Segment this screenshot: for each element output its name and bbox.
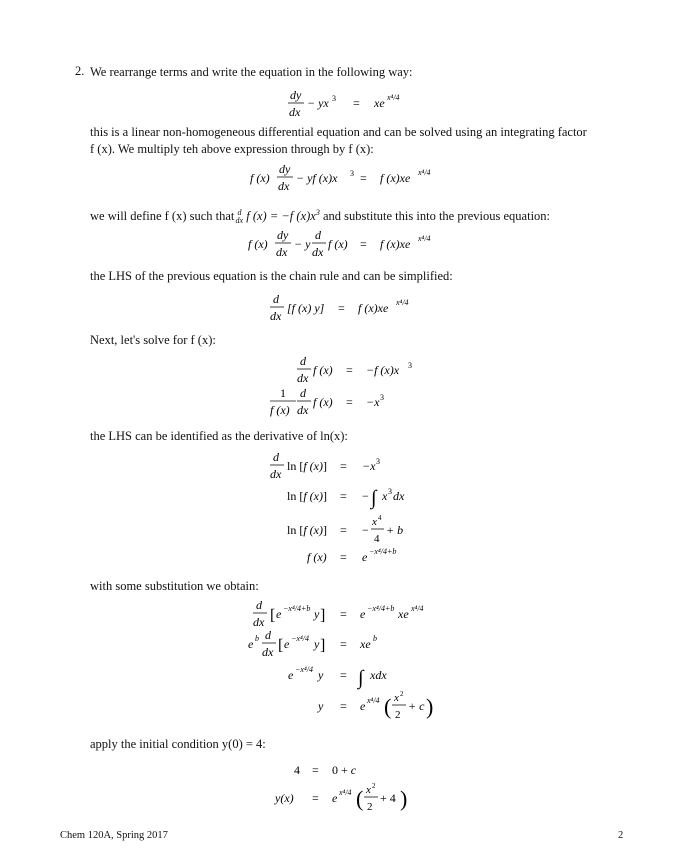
svg-text:3: 3 bbox=[376, 457, 380, 466]
svg-text:d: d bbox=[315, 228, 321, 242]
svg-text:d: d bbox=[300, 354, 306, 368]
svg-text:+ 4: + 4 bbox=[380, 791, 396, 805]
svg-text:e: e bbox=[284, 637, 290, 651]
svg-text:dx: dx bbox=[270, 467, 282, 481]
svg-text:y: y bbox=[314, 637, 320, 651]
paragraph-intro: We rearrange terms and write the equation in the following way: bbox=[90, 65, 413, 79]
svg-text:dy: dy bbox=[290, 88, 302, 102]
svg-text:dx: dx bbox=[312, 245, 324, 259]
svg-text:=: = bbox=[340, 459, 347, 473]
svg-text:3: 3 bbox=[380, 393, 384, 402]
footer-page-number: 2 bbox=[618, 830, 624, 841]
svg-text:xe: xe bbox=[360, 637, 371, 651]
svg-text:dx: dx bbox=[262, 645, 274, 659]
svg-text:]: ] bbox=[320, 607, 326, 624]
equation-7 bbox=[248, 596, 448, 726]
svg-text:=: = bbox=[340, 668, 347, 682]
svg-text:=: = bbox=[312, 791, 319, 805]
define-math: $^d_{dx}$ f (x) = −f $(x)x^3$ bbox=[235, 208, 320, 226]
svg-text:xe: xe bbox=[374, 96, 385, 110]
paragraph-chain-rule: the LHS of the previous equation is the chain rule and can be simplified: bbox=[90, 269, 453, 283]
svg-text:3: 3 bbox=[408, 361, 412, 370]
svg-text:+ b: + b bbox=[386, 523, 404, 537]
paragraph-linear: this is a linear non-homogeneous differential equation and can be solved using an integrating factor bbox=[90, 125, 587, 139]
equation-4 bbox=[270, 290, 440, 326]
svg-text:e: e bbox=[288, 668, 294, 682]
svg-text:x⁴/4: x⁴/4 bbox=[367, 696, 380, 705]
svg-text:dy: dy bbox=[277, 228, 289, 242]
svg-text:=: = bbox=[346, 363, 353, 377]
svg-text:): ) bbox=[400, 786, 408, 811]
svg-text:x⁴/4: x⁴/4 bbox=[396, 298, 409, 307]
svg-text:ln [f (x)]: ln [f (x)] bbox=[287, 523, 327, 537]
svg-text:f (x): f (x) bbox=[307, 550, 327, 564]
svg-text:−x: −x bbox=[362, 459, 376, 473]
svg-text:f (x): f (x) bbox=[328, 237, 348, 251]
svg-text:e: e bbox=[248, 637, 254, 651]
svg-text:0 + c: 0 + c bbox=[332, 763, 357, 777]
svg-text:[f (x) y]: [f (x) y] bbox=[287, 301, 325, 315]
svg-text:=: = bbox=[340, 637, 347, 651]
svg-text:=: = bbox=[340, 607, 347, 621]
paragraph-multiply: f (x). We multiply teh above expression through by f (x): bbox=[90, 142, 374, 156]
svg-text:f (x): f (x) bbox=[270, 403, 290, 417]
svg-text:−f (x)x: −f (x)x bbox=[366, 363, 400, 377]
svg-text:f (x): f (x) bbox=[248, 237, 268, 251]
svg-text:b: b bbox=[255, 634, 259, 643]
svg-text:f (x)xe: f (x)xe bbox=[380, 237, 411, 251]
svg-text:x: x bbox=[382, 489, 388, 503]
equation-2 bbox=[250, 160, 450, 196]
define-text: we will define f (x) such that bbox=[90, 209, 235, 224]
svg-text:− y: − y bbox=[294, 237, 311, 251]
svg-text:−: − bbox=[362, 489, 369, 503]
svg-text:3: 3 bbox=[332, 94, 336, 103]
svg-text:dx: dx bbox=[289, 105, 301, 119]
svg-text:=: = bbox=[360, 171, 367, 185]
svg-text:dx: dx bbox=[393, 489, 405, 503]
svg-text:(: ( bbox=[384, 694, 392, 719]
svg-text:y: y bbox=[318, 668, 324, 682]
svg-text:−x⁴/4+b: −x⁴/4+b bbox=[367, 604, 395, 613]
svg-text:dx: dx bbox=[253, 615, 265, 629]
svg-text:=: = bbox=[340, 523, 347, 537]
paragraph-ln: the LHS can be identified as the derivative of ln(x): bbox=[90, 429, 348, 443]
svg-text:− yf (x)x: − yf (x)x bbox=[296, 171, 338, 185]
svg-text:∫: ∫ bbox=[358, 667, 364, 689]
svg-text:4: 4 bbox=[294, 763, 300, 777]
svg-text:dx: dx bbox=[297, 371, 309, 385]
svg-text:x⁴/4: x⁴/4 bbox=[411, 604, 424, 613]
svg-text:dy: dy bbox=[279, 162, 291, 176]
svg-text:d: d bbox=[273, 450, 279, 464]
svg-text:y(x): y(x) bbox=[275, 791, 294, 805]
svg-text:x⁴/4: x⁴/4 bbox=[418, 234, 431, 243]
paragraph-define bbox=[90, 204, 550, 226]
define-text-2: and substitute this into the previous equation: bbox=[322, 209, 551, 224]
svg-text:− yx: − yx bbox=[307, 96, 329, 110]
svg-text:−x⁴/4: −x⁴/4 bbox=[291, 634, 309, 643]
svg-text:=: = bbox=[340, 489, 347, 503]
svg-text:b: b bbox=[373, 634, 377, 643]
svg-text:1: 1 bbox=[280, 386, 286, 400]
svg-text:f (x): f (x) bbox=[313, 395, 333, 409]
svg-text:=: = bbox=[340, 699, 347, 713]
svg-text:dx: dx bbox=[278, 179, 290, 193]
equation-5 bbox=[268, 352, 428, 422]
svg-text:3: 3 bbox=[388, 487, 392, 496]
svg-text:x: x bbox=[366, 784, 371, 796]
svg-text:e: e bbox=[360, 607, 366, 621]
svg-text:xe: xe bbox=[398, 607, 409, 621]
svg-text:d: d bbox=[273, 292, 279, 306]
svg-text:x⁴/4: x⁴/4 bbox=[339, 788, 352, 797]
svg-text:4: 4 bbox=[374, 533, 380, 545]
svg-text:=: = bbox=[338, 301, 345, 315]
svg-text:2: 2 bbox=[400, 690, 404, 698]
svg-text:dx: dx bbox=[297, 403, 309, 417]
svg-text:e: e bbox=[360, 699, 366, 713]
equation-1 bbox=[280, 86, 440, 122]
svg-text:=: = bbox=[340, 550, 347, 564]
svg-text:−x⁴/4+b: −x⁴/4+b bbox=[369, 547, 397, 556]
svg-text:2: 2 bbox=[372, 782, 376, 790]
footer-course: Chem 120A, Spring 2017 bbox=[60, 830, 168, 841]
svg-text:d: d bbox=[265, 628, 271, 642]
svg-text:f (x): f (x) bbox=[250, 171, 270, 185]
svg-text:): ) bbox=[426, 694, 434, 719]
svg-text:−x: −x bbox=[366, 395, 380, 409]
svg-text:d: d bbox=[300, 386, 306, 400]
equation-3 bbox=[248, 226, 448, 262]
svg-text:xdx: xdx bbox=[370, 668, 387, 682]
svg-text:4: 4 bbox=[378, 514, 382, 522]
svg-text:f (x)xe: f (x)xe bbox=[380, 171, 411, 185]
svg-text:y: y bbox=[318, 699, 324, 713]
svg-text:]: ] bbox=[320, 637, 326, 654]
svg-text:x⁴/4: x⁴/4 bbox=[387, 93, 400, 102]
svg-text:=: = bbox=[360, 237, 367, 251]
svg-text:e: e bbox=[276, 607, 282, 621]
svg-text:−x⁴/4+b: −x⁴/4+b bbox=[283, 604, 311, 613]
svg-text:−: − bbox=[362, 523, 369, 537]
svg-text:=: = bbox=[353, 96, 360, 110]
svg-text:=: = bbox=[312, 763, 319, 777]
svg-text:ln [f (x)]: ln [f (x)] bbox=[287, 489, 327, 503]
svg-text:2: 2 bbox=[367, 801, 373, 813]
svg-text:ln [f (x)]: ln [f (x)] bbox=[287, 459, 327, 473]
svg-text:−x⁴/4: −x⁴/4 bbox=[295, 665, 313, 674]
equation-6 bbox=[270, 448, 440, 573]
svg-text:=: = bbox=[346, 395, 353, 409]
svg-text:e: e bbox=[332, 791, 338, 805]
svg-text:y: y bbox=[314, 607, 320, 621]
svg-text:(: ( bbox=[356, 786, 364, 811]
paragraph-substitution: with some substitution we obtain: bbox=[90, 579, 259, 593]
svg-text:f (x): f (x) bbox=[313, 363, 333, 377]
svg-text:[: [ bbox=[270, 607, 276, 624]
svg-text:∫: ∫ bbox=[371, 487, 377, 509]
svg-text:f (x)xe: f (x)xe bbox=[358, 301, 389, 315]
svg-text:[: [ bbox=[278, 637, 284, 654]
svg-text:dx: dx bbox=[276, 245, 288, 259]
svg-text:e: e bbox=[362, 550, 368, 564]
svg-text:x: x bbox=[372, 516, 377, 528]
svg-text:d: d bbox=[256, 598, 262, 612]
equation-8 bbox=[270, 758, 440, 818]
svg-text:3: 3 bbox=[350, 169, 354, 178]
svg-text:x⁴/4: x⁴/4 bbox=[418, 168, 431, 177]
svg-text:+ c: + c bbox=[408, 699, 425, 713]
svg-text:2: 2 bbox=[395, 709, 401, 721]
paragraph-solve: Next, let's solve for f (x): bbox=[90, 333, 216, 347]
svg-text:dx: dx bbox=[270, 309, 282, 323]
paragraph-initial-condition: apply the initial condition y(0) = 4: bbox=[90, 737, 266, 751]
item-number: 2. bbox=[75, 64, 85, 78]
svg-text:x: x bbox=[394, 692, 399, 704]
